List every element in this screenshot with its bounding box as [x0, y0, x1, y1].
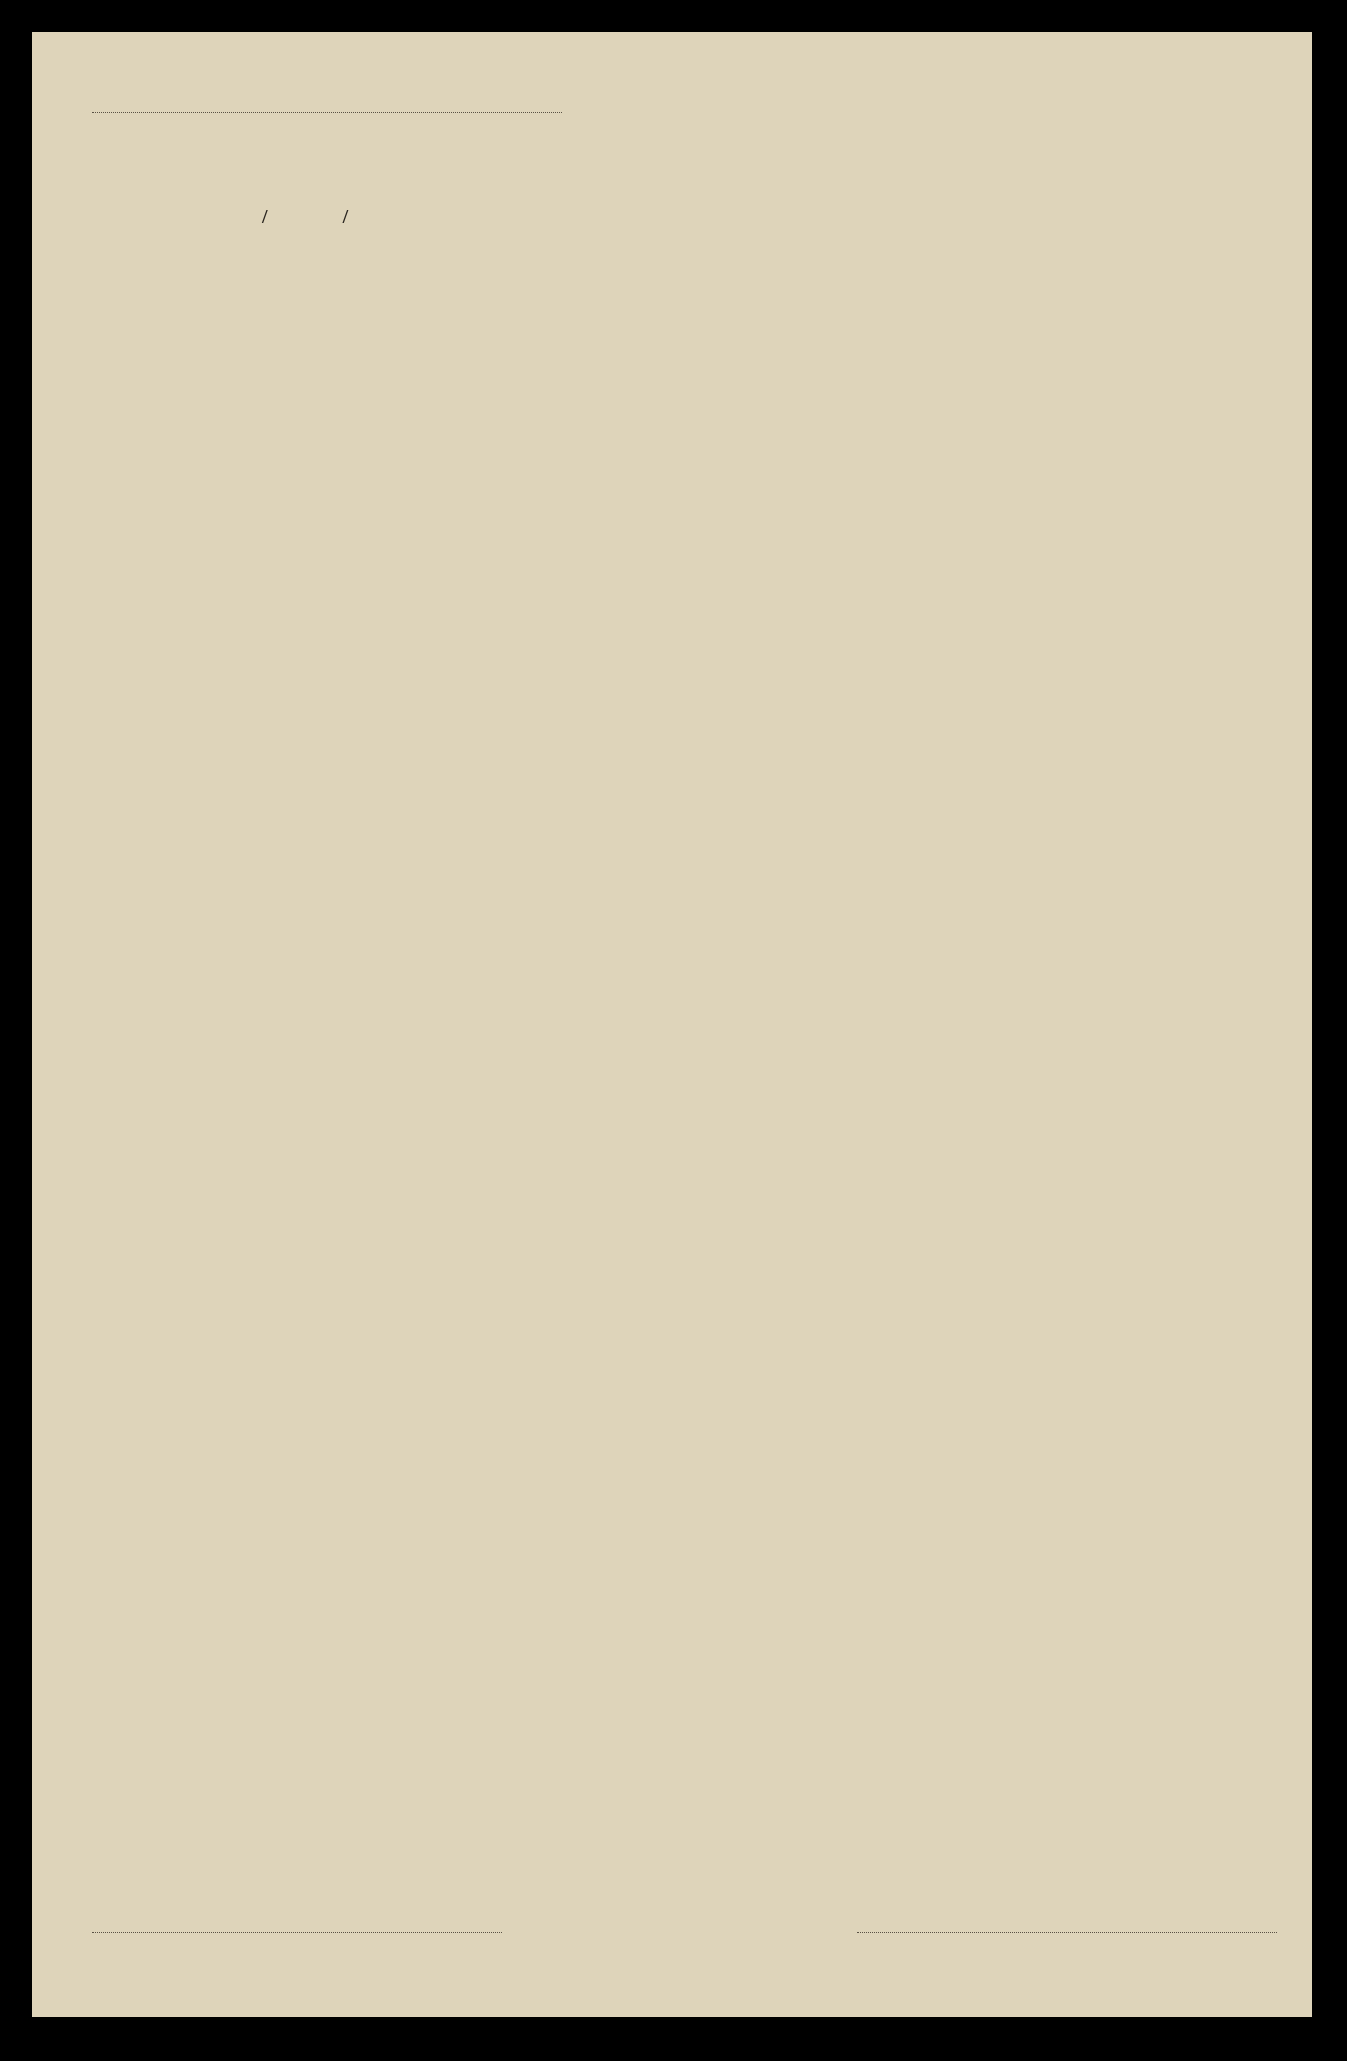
- form-page: [32, 32, 1312, 2017]
- despatch-dotline: [92, 1932, 502, 1933]
- unit-dotline: [92, 112, 562, 113]
- signature-dotline: [857, 1932, 1277, 1933]
- part-d-date-line: / /: [262, 206, 349, 228]
